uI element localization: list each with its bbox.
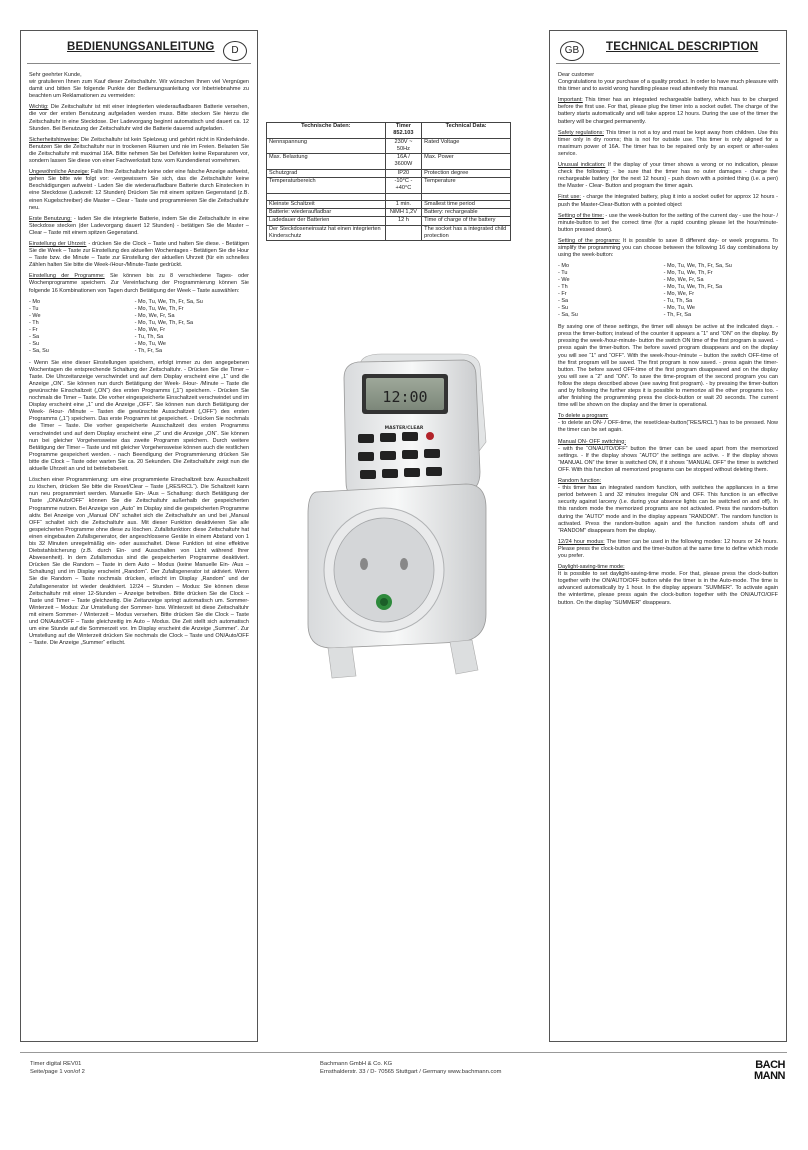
svg-text:12:00: 12:00 bbox=[382, 388, 428, 406]
spec-label-en: Smallest time period bbox=[422, 200, 511, 208]
greeting: Sehr geehrter Kunde, bbox=[29, 72, 82, 78]
spec-label-en: Max. Power bbox=[422, 154, 511, 170]
day-combinations-table bbox=[558, 263, 778, 319]
center-area bbox=[266, 30, 541, 1042]
combo-single-day: - Mo bbox=[558, 263, 569, 270]
footer-center bbox=[320, 1060, 501, 1076]
spec-value bbox=[385, 225, 422, 241]
combo-multi-day: - Mo, We, Fr, Sa bbox=[134, 312, 175, 319]
spec-label-en: Rated Voltage bbox=[422, 138, 511, 154]
combo-multi-day: - Mo, Tu, We, Th, Fr, Sa bbox=[663, 284, 723, 291]
section-text: - with the “ON/AUTO/OFF” button the timer can be used apart from the memorized settings. - If the display shows “AUTO” the settings are active. - If the display shows “MANUAL ON” the timer is switched ON, if it shows “MANUAL OFF” the timer is switched OFF. With this function all memorized programs can be stopped without deleting them. bbox=[558, 445, 778, 473]
combo-single-day: - Sa bbox=[558, 298, 569, 305]
combo-multi-day: - Mo, Tu, We, Th, Fr, Sa bbox=[134, 319, 194, 326]
footer-left bbox=[30, 1060, 85, 1076]
english-header bbox=[556, 37, 780, 64]
spec-label-en: Protection degree bbox=[422, 169, 511, 177]
spec-label-en: Temperature bbox=[422, 178, 511, 194]
spec-label-de: Schutzgrad bbox=[267, 169, 386, 177]
section-text: - to delete an ON- / OFF-time, the reset/clear-button(“RES/RCL”) has to be pressed. Now the timer can be set again. bbox=[558, 420, 778, 434]
section-heading: Erste Benutzung: bbox=[29, 215, 72, 222]
section-heading: Important: bbox=[558, 97, 583, 104]
intro: Congratulations to your purchase of a quality product. In order to have much pleasure with this timer and to avoid wrong handling please read attentively this manual. bbox=[558, 79, 778, 93]
combo-multi-day: - Mo, Tu, We, Th, Fr bbox=[134, 305, 184, 312]
combo-row bbox=[29, 334, 249, 341]
intro: wir gratulieren Ihnen zum Kauf dieser Zeitschaltuhr. Wir wünschen Ihnen viel Vergnügen damit und bitten Sie folgende Punkte der Bedienungsanleitung vor Inbetriebnahme zu beachten um Reklamationen zu vermeiden: bbox=[29, 79, 249, 100]
spec-label-de: Temperaturbereich bbox=[267, 178, 386, 194]
spec-row bbox=[267, 169, 511, 177]
section-heading: Sicherheitshinweise: bbox=[29, 136, 80, 143]
combo-single-day: - We bbox=[558, 277, 570, 284]
spec-value: 12 h bbox=[385, 217, 422, 225]
german-header bbox=[27, 37, 251, 64]
language-badge-gb: GB bbox=[560, 41, 584, 61]
spec-row bbox=[267, 217, 511, 225]
spec-label-de: Der Steckdoseneinsatz hat einen integrierten Kinderschutz bbox=[267, 225, 386, 241]
spec-value bbox=[385, 193, 422, 200]
combo-single-day: - Su bbox=[29, 340, 40, 347]
spec-label-en: Battery: rechargeable bbox=[422, 208, 511, 216]
spec-row bbox=[267, 154, 511, 170]
combo-row bbox=[29, 299, 249, 306]
combo-multi-day: - Tu, Th, Sa bbox=[663, 298, 693, 305]
combo-single-day: - Su bbox=[558, 305, 569, 312]
combo-multi-day: - Tu, Th, Sa bbox=[134, 333, 164, 340]
english-title: TECHNICAL DESCRIPTION bbox=[606, 41, 759, 53]
combo-row bbox=[558, 305, 778, 312]
document-revision: Timer digital REV01 bbox=[30, 1061, 82, 1067]
combo-multi-day: - Mo, We, Fr bbox=[134, 326, 166, 333]
greeting: Dear customer bbox=[558, 72, 595, 78]
section-heading: Random function: bbox=[558, 478, 602, 485]
spec-value: 1 min. bbox=[385, 200, 422, 208]
combo-row bbox=[29, 306, 249, 313]
spec-label-en bbox=[422, 193, 511, 200]
combo-row bbox=[29, 320, 249, 327]
spec-label-de: Kleinste Schaltzeit bbox=[267, 200, 386, 208]
section-heading: Unusual indication: bbox=[558, 162, 606, 169]
spec-header: Technical Data: bbox=[422, 123, 511, 139]
spec-value: 16A / 3600W bbox=[385, 154, 422, 170]
combo-row bbox=[29, 348, 249, 355]
technical-data-table bbox=[266, 122, 511, 241]
spec-label-de: Batterie: wiederaufladbar bbox=[267, 208, 386, 216]
page-number: Seite/page 1 von/of 2 bbox=[30, 1069, 85, 1075]
combo-row bbox=[558, 270, 778, 277]
section-text: If the display of your timer shows a wrong or no indication, please check the following: - be sure that the timer has no outer damages - charge the rechargeable battery (for the next 12 hours) - push down with a pointed thing (i.e. a pen) the Master - Clear- Button and program the timer again. bbox=[558, 162, 778, 190]
combo-multi-day: - Mo, Tu, We, Th, Fr, Sa, Su bbox=[663, 263, 732, 270]
device-label: MASTER/CLEAR bbox=[384, 426, 424, 431]
english-column bbox=[549, 30, 787, 1042]
combo-single-day: - Fr bbox=[29, 326, 38, 333]
combo-single-day: - Fr bbox=[558, 291, 567, 298]
section-text: Sie können bis zu 8 verschiedene Tages- oder Wochenprogramme speichern. Zur Vereinfachung der Programmierung können Sie folgende 16 Kombinationen von Tagen durch Betätigung der Week – Taste auswählen: bbox=[29, 273, 249, 294]
section-text: This timer is not a toy and must be kept away from children. Use this timer only in dry rooms; this is not for outside use. This timer is only aligned for a maximum power of 16A. The timer has to be repaired only by an expert or after-sales service. bbox=[558, 129, 778, 157]
spec-label-en: The socket has a integrated child protection bbox=[422, 225, 511, 241]
german-column bbox=[20, 30, 258, 1042]
section-text: The timer can be used in the following modes: 12 hours or 24 hours. Please press the clock-button and the timer-button at the same time to define which mode you prefer. bbox=[558, 538, 778, 559]
spec-header: Timer 852.103 bbox=[385, 123, 422, 139]
section-heading: Wichtig: bbox=[29, 104, 49, 111]
section-text: - drücken Sie die Clock – Taste und halten Sie diese. - Betätigen Sie die Week – Taste zur Einstellung des aktuellen Wochentages - Betätigen Sie die Hour – Taste bzw. die Minute – Taste zur Einstellung der aktuellen Uhrzeit (für ein schnelles Zählen halten Sie bitte die Week-/Hour-/Minute-Taste gedrückt. bbox=[29, 240, 249, 269]
section-heading: Setting of the programs: bbox=[558, 237, 621, 244]
spec-label-de: Max. Belastung bbox=[267, 154, 386, 170]
spec-row bbox=[267, 200, 511, 208]
combo-multi-day: - Mo, Tu, We, Th, Fr, Sa, Su bbox=[134, 298, 203, 305]
spec-row bbox=[267, 193, 511, 200]
combo-multi-day: - Th, Fr, Sa bbox=[663, 312, 691, 319]
section-text: It is possible to save 8 different day- or week programs. To simplify the programming you can choose between the following 16 day combinations by using the week-button: bbox=[558, 237, 778, 259]
combo-single-day: - Sa, Su bbox=[558, 312, 578, 319]
combo-row bbox=[558, 312, 778, 319]
combo-single-day: - Sa, Su bbox=[29, 347, 49, 354]
spec-label-de: Nennspannung bbox=[267, 138, 386, 154]
combo-multi-day: - Mo, We, Fr bbox=[663, 291, 695, 298]
german-title: BEDIENUNGSANLEITUNG bbox=[67, 41, 215, 53]
combo-single-day: - Sa bbox=[29, 333, 40, 340]
section-heading: Manual ON- OFF switching: bbox=[558, 438, 626, 445]
combo-multi-day: - Mo, Tu, We bbox=[663, 305, 695, 312]
day-combinations-table bbox=[29, 299, 249, 355]
spec-value: NiMH 1,2V bbox=[385, 208, 422, 216]
combo-single-day: - Tu bbox=[29, 305, 39, 312]
section-heading: Ungewöhnliche Anzeige: bbox=[29, 169, 90, 176]
section-text: - laden Sie die integrierte Batterie, indem Sie die Zeitschaltuhr in eine Steckdose stecken (der Ladevorgang dauert 12 Stunden) - betätigen Sie die Master – Clear – Taste mit einem spitzen Gegenstand. bbox=[29, 215, 249, 236]
section-text: - use the week-button for the setting of the current day - use the hour- / minute-button to set the correct time (for a rapid counting please let the hour/minute- button pressed down). bbox=[558, 212, 778, 233]
bachmann-logo: BACH MANN bbox=[754, 1059, 785, 1082]
combo-single-day: - Th bbox=[558, 284, 568, 291]
combo-single-day: - Tu bbox=[558, 270, 568, 277]
combo-row bbox=[29, 313, 249, 320]
section-text: By saving one of these settings, the timer will always be active at the indicated days. - press the timer-button; instead of the counter it appears a “1” and “ON” on the display. By pressing the week-/hour-minute- button the switch ON time of the first program is saved. - press again the timer-button. The before saved program disappears and on the display you will see “1” and “OFF”. With the week-/hour-/minute – button the switch OFF-time of the first program will be saved. The first program is now saved. - press again the timer-button. The before saved OFF-time of the first program disappeared and on the display you will see a “2” and “ON”. To save the time-program of the second program you can follow the steps described above (see saving first program). - by pressing the timer-button and by following the further steps it is possible to memorize all the other programs too. - after finishing the programming press the clock-button or wait 20 seconds. The current time will be shown on the display and the timer is operational. bbox=[558, 324, 778, 409]
combo-multi-day: - Mo, Tu, We, Th, Fr bbox=[663, 270, 713, 277]
combo-row bbox=[558, 298, 778, 305]
section-text: - charge the integrated battery, plug it into a socket outlet for approx 12 hours - push the Master-Clear-Button with a pointed object bbox=[558, 194, 778, 208]
spec-header: Technische Daten: bbox=[267, 123, 386, 139]
combo-row bbox=[558, 291, 778, 298]
section-text: Löschen einer Programmierung: um eine programmierte Einschaltzeit bzw. Ausschaltzeit zu löschen, drücken Sie bitte die Reset/Clear – Taste („RES/RCL“). Die Schaltzeit kann nun neu programmiert werden. Manuelle Ein- /Aus – Schaltung: durch Betätigung der Taste „ON/Auto/OFF“ können Sie die Zeitschaltuhr außerhalb der gespeicherten Programme nutzen. Bei Anzeige von „Auto“ im Display sind die gespeicherten Programme aktiv. Bei Anzeige von „Manual ON“ schaltet sich die Zeitschaltuhr an und bei „Manual OFF“ schaltet sich die Zeitschaltuhr aus. Mit dieser Funktion deaktivieren Sie alle gespeicherten Programme ohne diese zu löschen. Zufallsfunktion: diese Zeitschaltuhr hat einen eingebauten Zufallsgenerator, der angeschlossene Geräte in einem Abstand von 1 bis 32 Minuten unregelmäßig ein- oder ausschaltet. Diese Funktion ist eine effektive Diebstahlsicherung (z.B. durch Ein- und Ausschalten von Licht während Ihrer Abwesenheit). In dem Zufallsmodus sind die gespeicherten Programme deaktiviert. Drücken Sie die Random – Taste in dem Auto – Modus (keine Manuelle Ein- /Aus – Schaltung) und im Display erscheint „Random“. Der Zufallsgenerator ist aktiviert. Wenn Sie die Random – Taste nochmals drücken, erlischt im Display „Random“ und der Zufallsgenerator ist wieder deaktiviert. 12/24 – Stunden – Modus: Sie können diese Zeitschaltuhr mit einer 12-Stunden – Anzeige betreiben. Bitte drücken Sie die Clock – Taste und Timer – Taste gleichzeitig. Die Zeitanzeige springt automatisch um. Sommer-Winterzeit – Modus: Zur Umstellung der Sommer- bzw. Winterzeit ist diese Zeitschaltuhr mit einem Sommer- / Winterzeit – Modus versehen. Bitte drücken Sie die Clock – Taste und ON/Auto/OFF – Taste gleichzeitig im Auto – Modus. Die Zeit stellt sich automatisch um eine Stunde auf die Sommerzeit vor. Im Display erscheint die Anzeige „Summer“. Zur Umstellung auf die Winterzeit drücken Sie nochmals die Clock – Taste und ON/Auto/OFF – Taste. Die Anzeige „Summer“ erlischt. bbox=[29, 477, 249, 647]
section-heading: Safety regulations: bbox=[558, 129, 604, 136]
german-text bbox=[29, 72, 249, 647]
section-heading: Daylight-saving-time mode: bbox=[558, 564, 625, 571]
section-text: - this timer has an integrated random function, with switches the appliances in a time period between 1 and 32 minutes irregular ON and OFF. This function is an effective security against larceny (i.e. during your absence lights can be switched on and off). In this random mode the memorized programs are not activated. Press the random-button during the “AUTO” mode and in the display appears “RANDOM”. The random function is activated. Press the random-button again and the function random shuts off and “RANDOM” disappears from the display. bbox=[558, 485, 778, 534]
section-heading: To delete a program: bbox=[558, 413, 609, 420]
section-heading: Einstellung der Programme: bbox=[29, 273, 105, 280]
combo-single-day: - Mo bbox=[29, 298, 40, 305]
spec-row bbox=[267, 225, 511, 241]
section-text: It is possible to set daylight-saving-time mode. For that, please press the clock-button together with the ON/AUTO/OFF button while the timer is in the Auto-mode. The time is advanced automatically by 1 hour. In the display appears “SUMMER”. To activate again the wintertime, please press again the clock-button together with the ON/AUTO/OFF button. On the display “SUMMER” disappears. bbox=[558, 571, 778, 606]
spec-value: -10°C - +40°C bbox=[385, 178, 422, 194]
timer-product-photo bbox=[272, 352, 512, 682]
footer-divider bbox=[20, 1052, 787, 1053]
combo-row bbox=[29, 341, 249, 348]
section-heading: 12/24 hour modus: bbox=[558, 538, 605, 545]
combo-row bbox=[558, 277, 778, 284]
spec-row bbox=[267, 208, 511, 216]
footer bbox=[20, 1060, 787, 1100]
combo-single-day: - Th bbox=[29, 319, 39, 326]
section-heading: First use: bbox=[558, 194, 581, 201]
section-heading: Setting of the time: bbox=[558, 212, 604, 219]
section-text: This timer has an integrated rechargeable battery, which has to be charged before the first use. For that, please plug the timer into a socket outlet. The charge of the battery starts automatically and will take approx 12 hours. During the use of the timer the battery will be charged permanently. bbox=[558, 97, 778, 125]
spec-label-de: Ladedauer der Batterien bbox=[267, 217, 386, 225]
spec-value: IP20 bbox=[385, 169, 422, 177]
combo-row bbox=[558, 263, 778, 270]
spec-label-de bbox=[267, 193, 386, 200]
section-text: - Wenn Sie eine dieser Einstellungen speichern, erfolgt immer zu den angegebenen Wochentagen die entsprechende Schaltung der Zeitschaltuhr. - Drücken Sie die Timer – Taste. Die Uhrzeitanzeige verschwindet und auf dem Display erscheint eine „1“ und die Anzeige „ON“. Sie können nun durch Betätigung der Week- /Hour- /Minute – Taste die gewünschte Einschaltzeit („ON“) des ersten Programms („1“) speichern. - Drücken Sie nochmals die Timer – Taste. Die vorher eingespeicherte Einschaltzeit verschwindet und im Display erscheint eine „1“ und die Anzeige „OFF“. Sie können nun durch Betätigung der Week- /Hour- /Minute – Tasten die gewünschte Ausschaltzeit („OFF“) des ersten Programms („1“) speichern. Das erste Programm ist gespeichert. - Drücken Sie nochmals die Timer – Taste. Die vorher gespeicherte Ausschaltzeit des ersten Programms verschwindet und auf dem Display erscheint eine „2“ und die Anzeige „ON“. Sie können nun bei gleicher Vorgehensweise das zweite Programm speichern. Durch weitere Betätigung der Timer – Taste und mit gleicher Vorgehensweise können auch die restlichen Programme gespeichert werden. - nach Beendigung der Programmierung drücken Sie bitte die Clock – Taste oder warten Sie ca. 20 Sekunden. Die Zeitschaltuhr zeigt nun die aktuelle Uhrzeit an und ist betriebsbereit. bbox=[29, 359, 249, 473]
company-address: Ernsthalderstr. 33 / D- 70565 Stuttgart / Germany www.bachmann.com bbox=[320, 1069, 502, 1075]
english-text bbox=[558, 72, 778, 607]
section-text: Die Zeitschaltuhr ist mit einer integrierten wiederaufladbaren Batterie versehen, die vor der ersten Benutzung aufgeladen werden muss. Bitte stecken Sie hierzu die Zeitschaltuhr in eine Steckdose. Der Ladevorgang beginnt automatisch und dauert ca. 12 Stunden. Bei Benutzung der Zeitschaltuhr wird die Batterie dauernd aufgeladen. bbox=[29, 104, 249, 132]
spec-row bbox=[267, 178, 511, 194]
combo-multi-day: - Th, Fr, Sa bbox=[134, 347, 162, 354]
company-name: Bachmann GmbH & Co. KG bbox=[320, 1061, 393, 1067]
spec-label-en: Time of charge of the battery bbox=[422, 217, 511, 225]
spec-value: 230V ~ 50Hz bbox=[385, 138, 422, 154]
combo-single-day: - We bbox=[29, 312, 41, 319]
section-text: Die Zeitschaltuhr ist kein Spielzeug und gehört nicht in Kinderhände. Benutzen Sie die Zeitschaltuhr nur in trockenen Räumen und nie im Freien. Belasten Sie die Zeitschaltuhr mit maximal 16A. Bitte nehmen Sie bei Defekten keine Reparaturen vor, sondern lassen Sie diese von einer Fachwerkstatt bzw. vom Kundendienst vornehmen. bbox=[29, 136, 249, 165]
combo-multi-day: - Mo, Tu, We bbox=[134, 340, 166, 347]
spec-row bbox=[267, 138, 511, 154]
combo-row bbox=[558, 284, 778, 291]
section-text: Falls Ihre Zeitschaltuhr keine oder eine falsche Anzeige aufweist, gehen Sie bitte wie folgt vor: -vergewissern Sie sich, das die Zeitschaltuhr keine Beschädigungen aufweist - Laden Sie die wiederaufladbare Batterie durch Einstecken in eine Steckdose (Ladezeit: 12 Stunden) Drücken Sie mit einem spitzen Gegenstand (z.B. einen Kugelschreiber) die Master – Clear - Taste und programmieren Sie die Zeitschaltuhr neu. bbox=[29, 169, 249, 211]
combo-row bbox=[29, 327, 249, 334]
combo-multi-day: - Mo, We, Fr, Sa bbox=[663, 277, 704, 284]
section-heading: Einstellung der Uhrzeit: bbox=[29, 240, 87, 247]
language-badge-de: D bbox=[223, 41, 247, 61]
